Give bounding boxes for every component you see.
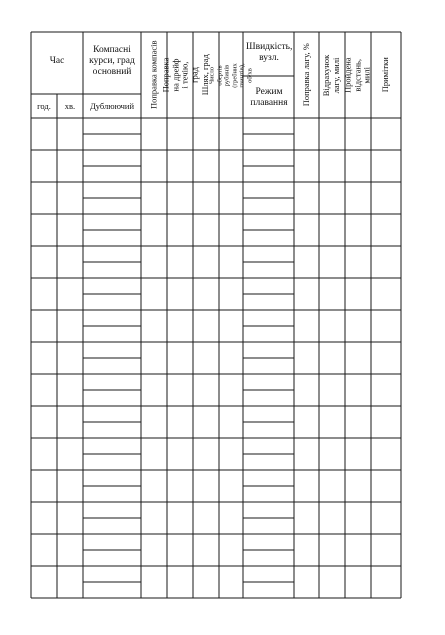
header-track: Шлях, град (200, 54, 211, 96)
table-cell[interactable] (244, 567, 293, 597)
table-cell[interactable] (220, 503, 242, 533)
table-cell[interactable] (372, 439, 400, 469)
table-cell[interactable] (84, 151, 140, 181)
table-cell[interactable] (244, 439, 293, 469)
table-cell[interactable] (32, 215, 56, 245)
table-cell[interactable] (372, 311, 400, 341)
table-cell[interactable] (220, 119, 242, 149)
table-cell[interactable] (220, 407, 242, 437)
table-cell[interactable] (346, 407, 370, 437)
table-cell[interactable] (58, 567, 82, 597)
table-cell[interactable] (32, 567, 56, 597)
table-cell[interactable] (194, 247, 218, 277)
table-cell[interactable] (320, 407, 344, 437)
header-shaft-revolutions: Число обертів рубинів (гребних гвинтів), об/хв (208, 62, 253, 88)
table-cell[interactable] (168, 375, 192, 405)
table-cell[interactable] (295, 375, 318, 405)
table-cell[interactable] (168, 247, 192, 277)
table-cell[interactable] (194, 311, 218, 341)
table-cell[interactable] (194, 407, 218, 437)
table-cell[interactable] (372, 119, 400, 149)
table-cell[interactable] (142, 151, 166, 181)
table-cell[interactable] (32, 311, 56, 341)
table-cell[interactable] (346, 279, 370, 309)
table-cell[interactable] (320, 343, 344, 373)
header-minutes: хв. (64, 101, 76, 111)
table-cell[interactable] (320, 503, 344, 533)
table-cell[interactable] (168, 183, 192, 213)
table-cell[interactable] (320, 311, 344, 341)
table-cell[interactable] (295, 119, 318, 149)
table-cell[interactable] (84, 407, 140, 437)
table-cell[interactable] (346, 247, 370, 277)
table-cell[interactable] (84, 183, 140, 213)
table-cell[interactable] (295, 471, 318, 501)
table-cell[interactable] (320, 151, 344, 181)
table-cell[interactable] (58, 535, 82, 565)
table-cell[interactable] (84, 471, 140, 501)
table-cell[interactable] (58, 311, 82, 341)
table-cell[interactable] (58, 503, 82, 533)
table-cell[interactable] (142, 247, 166, 277)
table-cell[interactable] (372, 407, 400, 437)
table-cell[interactable] (220, 183, 242, 213)
table-cell[interactable] (194, 439, 218, 469)
table-cell[interactable] (346, 375, 370, 405)
table-cell[interactable] (194, 567, 218, 597)
table-cell[interactable] (320, 439, 344, 469)
table-cell[interactable] (372, 567, 400, 597)
table-cell[interactable] (168, 311, 192, 341)
table-cell[interactable] (194, 215, 218, 245)
table-cell[interactable] (58, 407, 82, 437)
table-cell[interactable] (142, 183, 166, 213)
header-compass-correction: Поправка компасів (148, 40, 159, 110)
table-cell[interactable] (168, 151, 192, 181)
table-cell[interactable] (220, 439, 242, 469)
table-cell[interactable] (320, 375, 344, 405)
table-cell[interactable] (58, 247, 82, 277)
table-cell[interactable] (295, 567, 318, 597)
header-hours: год. (37, 101, 51, 111)
table-cell[interactable] (194, 183, 218, 213)
table-cell[interactable] (84, 215, 140, 245)
table-cell[interactable] (244, 183, 293, 213)
table-cell[interactable] (84, 119, 140, 149)
table-cell[interactable] (244, 471, 293, 501)
header-duplicate: Дублюючий (89, 101, 135, 111)
table-cell[interactable] (32, 279, 56, 309)
table-cell[interactable] (194, 151, 218, 181)
header-sailing-mode: Режим плавання (250, 87, 288, 108)
table-cell[interactable] (220, 567, 242, 597)
table-cell[interactable] (372, 471, 400, 501)
table-cell[interactable] (168, 439, 192, 469)
table-cell[interactable] (346, 311, 370, 341)
table-cell[interactable] (295, 343, 318, 373)
header-log-reading: Відрахунок лагу, милі (321, 54, 342, 96)
table-cell[interactable] (142, 343, 166, 373)
table-cell[interactable] (244, 343, 293, 373)
table-cell[interactable] (346, 215, 370, 245)
table-cell[interactable] (58, 279, 82, 309)
table-cell[interactable] (220, 247, 242, 277)
table-cell[interactable] (168, 343, 192, 373)
table-cell[interactable] (244, 503, 293, 533)
table-cell[interactable] (142, 311, 166, 341)
table-cell[interactable] (220, 151, 242, 181)
table-cell[interactable] (295, 183, 318, 213)
table-cell[interactable] (372, 247, 400, 277)
table-cell[interactable] (220, 535, 242, 565)
table-cell[interactable] (346, 439, 370, 469)
table-cell[interactable] (295, 439, 318, 469)
table-cell[interactable] (142, 215, 166, 245)
table-cell[interactable] (372, 215, 400, 245)
table-cell[interactable] (244, 119, 293, 149)
table-cell[interactable] (220, 375, 242, 405)
table-cell[interactable] (372, 503, 400, 533)
table-cell[interactable] (168, 503, 192, 533)
table-cell[interactable] (346, 471, 370, 501)
table-cell[interactable] (32, 535, 56, 565)
table-cell[interactable] (372, 343, 400, 373)
header-distance-covered: Пройдена відстань, милі (342, 57, 372, 93)
table-cell[interactable] (194, 535, 218, 565)
header-log-correction: Поправка лагу, % (300, 43, 311, 107)
table-cell[interactable] (84, 535, 140, 565)
table-cell[interactable] (295, 247, 318, 277)
table-cell[interactable] (168, 215, 192, 245)
table-cell[interactable] (372, 183, 400, 213)
table-cell[interactable] (58, 471, 82, 501)
table-cell[interactable] (58, 439, 82, 469)
table-cell[interactable] (194, 503, 218, 533)
table-cell[interactable] (142, 567, 166, 597)
table-cell[interactable] (320, 535, 344, 565)
table-cell[interactable] (295, 151, 318, 181)
table-cell[interactable] (320, 119, 344, 149)
table-cell[interactable] (142, 407, 166, 437)
table-cell[interactable] (320, 183, 344, 213)
header-compass-courses: Компасні курси, град основний (89, 45, 135, 77)
table-cell[interactable] (58, 183, 82, 213)
table-cell[interactable] (84, 503, 140, 533)
table-cell[interactable] (194, 343, 218, 373)
table-cell[interactable] (220, 343, 242, 373)
table-cell[interactable] (244, 279, 293, 309)
table-cell[interactable] (32, 439, 56, 469)
table-cell[interactable] (168, 471, 192, 501)
table-cell[interactable] (32, 471, 56, 501)
table-cell[interactable] (32, 503, 56, 533)
table-cell[interactable] (142, 471, 166, 501)
table-cell[interactable] (32, 343, 56, 373)
table-cell[interactable] (32, 375, 56, 405)
table-cell[interactable] (84, 375, 140, 405)
table-cell[interactable] (194, 375, 218, 405)
table-cell[interactable] (142, 535, 166, 565)
table-cell[interactable] (58, 151, 82, 181)
table-cell[interactable] (244, 311, 293, 341)
table-cell[interactable] (84, 247, 140, 277)
table-cell[interactable] (295, 535, 318, 565)
table-cell[interactable] (320, 471, 344, 501)
table-cell[interactable] (168, 119, 192, 149)
table-cell[interactable] (220, 471, 242, 501)
table-cell[interactable] (372, 535, 400, 565)
table-cell[interactable] (320, 247, 344, 277)
header-time: Час (49, 56, 65, 66)
table-cell[interactable] (220, 215, 242, 245)
table-cell[interactable] (346, 183, 370, 213)
table-cell[interactable] (32, 247, 56, 277)
table-cell[interactable] (295, 279, 318, 309)
table-cell[interactable] (58, 343, 82, 373)
table-cell[interactable] (58, 375, 82, 405)
table-cell[interactable] (346, 503, 370, 533)
table-cell[interactable] (372, 151, 400, 181)
table-cell[interactable] (295, 311, 318, 341)
header-drift-correction: Поправка на дрейф і течію, град (160, 57, 199, 93)
table-cell[interactable] (194, 279, 218, 309)
table-cell[interactable] (320, 279, 344, 309)
table-cell[interactable] (320, 215, 344, 245)
table-cell[interactable] (168, 279, 192, 309)
table-cell[interactable] (84, 567, 140, 597)
table-cell[interactable] (58, 119, 82, 149)
table-cell[interactable] (142, 119, 166, 149)
header-speed: Швидкість, вузл. (246, 42, 293, 63)
table-cell[interactable] (194, 119, 218, 149)
table-cell[interactable] (142, 279, 166, 309)
table-cell[interactable] (244, 407, 293, 437)
table-cell[interactable] (346, 151, 370, 181)
table-cell[interactable] (295, 407, 318, 437)
table-cell[interactable] (295, 503, 318, 533)
table-cell[interactable] (372, 375, 400, 405)
table-cell[interactable] (58, 215, 82, 245)
table-cell[interactable] (372, 279, 400, 309)
table-cell[interactable] (142, 503, 166, 533)
table-cell[interactable] (244, 375, 293, 405)
table-cell[interactable] (244, 215, 293, 245)
table-cell[interactable] (168, 407, 192, 437)
table-cell[interactable] (84, 279, 140, 309)
table-cell[interactable] (220, 311, 242, 341)
table-cell[interactable] (142, 375, 166, 405)
header-notes: Примітки (380, 57, 391, 93)
table-cell[interactable] (244, 535, 293, 565)
table-cell[interactable] (32, 151, 56, 181)
table-cell[interactable] (346, 535, 370, 565)
table-cell[interactable] (32, 407, 56, 437)
table-cell[interactable] (244, 151, 293, 181)
table-cell[interactable] (194, 471, 218, 501)
table-cell[interactable] (220, 279, 242, 309)
table-cell[interactable] (84, 439, 140, 469)
table-cell[interactable] (32, 183, 56, 213)
table-cell[interactable] (295, 215, 318, 245)
table-cell[interactable] (32, 119, 56, 149)
table-cell[interactable] (346, 343, 370, 373)
table-cell[interactable] (346, 567, 370, 597)
table-cell[interactable] (244, 247, 293, 277)
table-cell[interactable] (320, 567, 344, 597)
table-cell[interactable] (142, 439, 166, 469)
table-cell[interactable] (84, 311, 140, 341)
table-cell[interactable] (168, 535, 192, 565)
table-cell[interactable] (346, 119, 370, 149)
table-cell[interactable] (84, 343, 140, 373)
table-cell[interactable] (168, 567, 192, 597)
